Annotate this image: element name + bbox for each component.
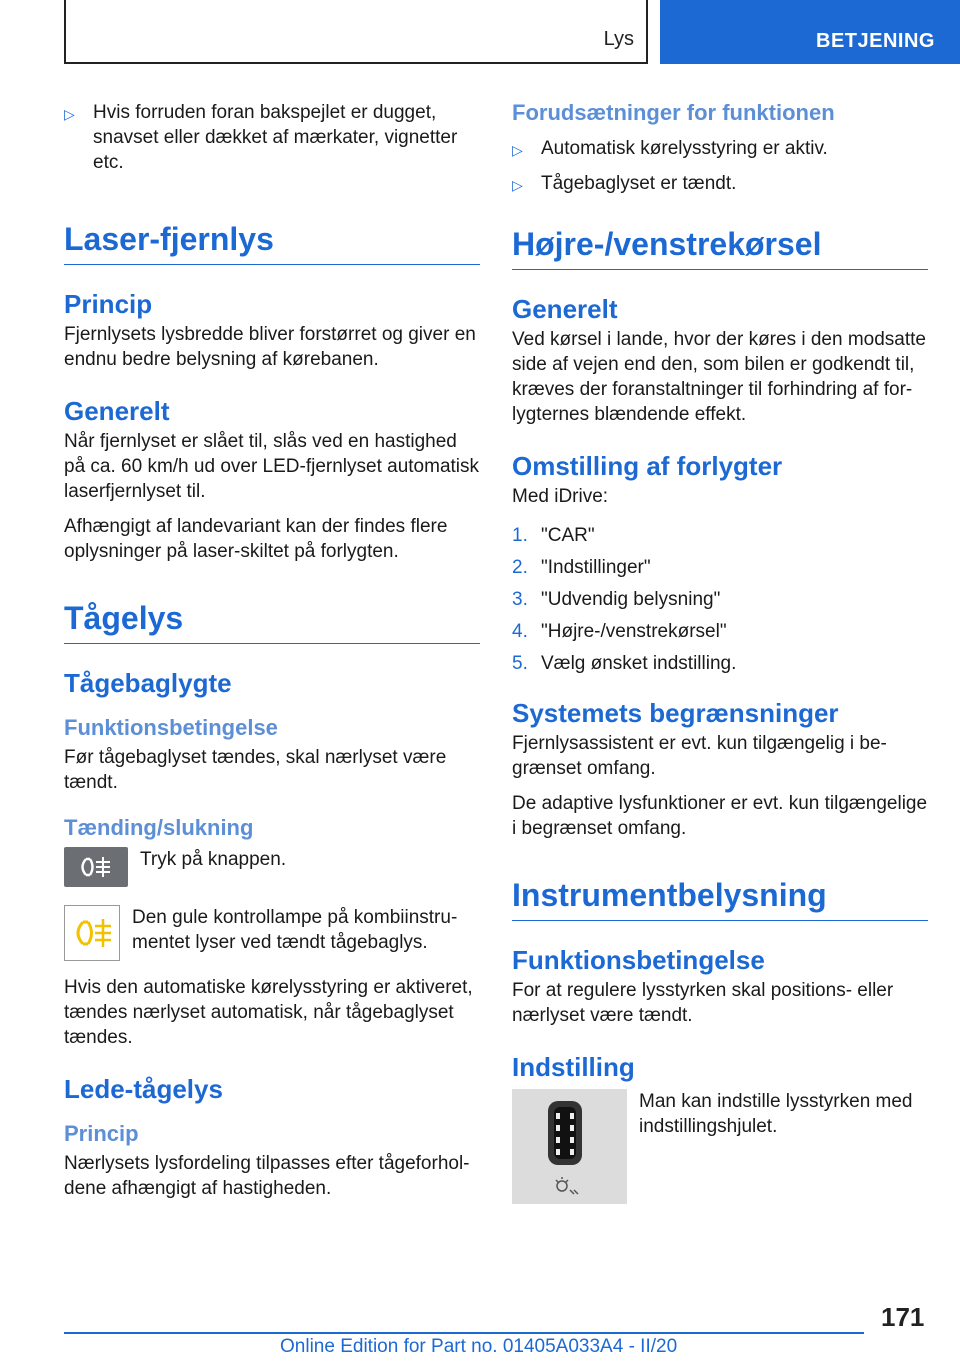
systemets-heading: Systemets begrænsninger	[512, 698, 839, 728]
triangle-bullet-icon: ▷	[64, 106, 75, 122]
systemets-text-2: De adaptive lysfunktioner er evt. kun tilgængelige i begrænset omfang.	[512, 793, 928, 839]
indstilling-heading: Indstilling	[512, 1052, 635, 1082]
auto-text: Hvis den automatiske kørelysstyring er aktiveret, tændes nærlyset automatisk, når tågebaglyset tændes.	[64, 977, 473, 1048]
footer-divider	[64, 1332, 864, 1334]
laser-heading: Laser-fjernlys	[64, 221, 480, 265]
funktion-heading: Funktionsbetingelse	[64, 715, 278, 740]
generelt-text-2: Afhængigt af landevariant kan der findes flere oplysninger på laser-skiltet på forlygten.	[64, 516, 448, 562]
list-item: ▷ Automatisk kørelysstyring er aktiv.	[512, 136, 928, 163]
fog-lamp-row	[64, 905, 480, 961]
omstilling-heading: Omstilling af forlygter	[512, 451, 783, 481]
generelt-heading: Generelt	[512, 294, 618, 324]
generelt-heading: Generelt	[64, 396, 170, 426]
taending-heading: Tænding/slukning	[64, 815, 254, 840]
list-item: 2. "Indstillinger"	[512, 557, 651, 578]
funktion-heading: Funktionsbetingelse	[512, 945, 765, 975]
lede-heading: Lede-tågelys	[64, 1074, 223, 1104]
footer-edition: Online Edition for Part no. 01405A033A4 - II/20	[280, 1336, 678, 1357]
systemets-text-1: Fjernlysassistent er evt. kun tilgængelig i be-grænset omfang.	[512, 733, 887, 779]
fog-button-row	[64, 847, 480, 887]
forud-heading: Forudsætninger for funktionen	[512, 100, 835, 125]
header-frame	[64, 0, 648, 64]
brightness-wheel-icon	[512, 1089, 627, 1204]
dial-row	[512, 1089, 928, 1204]
rear-fog-light-button-icon[interactable]	[64, 847, 128, 887]
list-item: 3. "Udvendig belysning"	[512, 589, 721, 610]
generelt-text-1: Når fjernlyset er slået til, slås ved en hastighed på ca. 60 km/h ud over LED-fjernlyset automatisk laserfjernlyset til.	[64, 431, 480, 502]
lede-princip-heading: Princip	[64, 1121, 139, 1146]
tagebaglygte-heading: Tågebaglygte	[64, 668, 232, 698]
tryk-text: Tryk på knappen.	[140, 849, 287, 870]
triangle-bullet-icon: ▷	[512, 142, 523, 158]
indstilling-text: Man kan indstille lysstyrken med indstillingshjulet.	[639, 1091, 913, 1137]
lede-text: Nærlysets lysfordeling tilpasses efter tågeforhol-dene afhængigt af hastigheden.	[64, 1153, 470, 1199]
list-item: 5. Vælg ønsket indstilling.	[512, 653, 737, 674]
princip-heading: Princip	[64, 289, 153, 319]
header-section: Lys	[603, 28, 634, 50]
rear-fog-indicator-icon	[64, 905, 120, 961]
instrument-heading: Instrumentbelysning	[512, 877, 928, 921]
page-number: 171	[881, 1302, 925, 1332]
idrive-text: Med iDrive:	[512, 486, 609, 507]
funktion-text: Før tågebaglyset tændes, skal nærlyset være tændt.	[64, 747, 447, 793]
header-chapter-tab	[660, 0, 960, 64]
right-column	[512, 100, 928, 1218]
generelt-text: Ved kørsel i lande, hvor der køres i den modsatte side af vejen end den, som bilen er godkendt til, kræves der foranstaltninger til forhindring af for-lygternes blændende effekt.	[512, 329, 926, 425]
hojre-heading: Højre-/venstrekørsel	[512, 226, 928, 270]
funktion-text: For at regulere lysstyrken skal positions- eller nærlyset være tændt.	[512, 980, 894, 1026]
left-column	[64, 100, 480, 1211]
tagelys-heading: Tågelys	[64, 600, 480, 644]
triangle-bullet-icon: ▷	[512, 177, 523, 193]
list-item: ▷ Tågebaglyset er tændt.	[512, 171, 928, 198]
list-item: 1. "CAR"	[512, 525, 595, 546]
princip-text: Fjernlysets lysbredde bliver forstørret og giver en endnu bedre belysning af kørebanen.	[64, 324, 476, 370]
list-item: 4. "Højre-/venstrekørsel"	[512, 621, 727, 642]
list-item: ▷ Hvis forruden foran bakspejlet er dugget, snavset eller dækket af mærkater, vignetter etc.	[64, 102, 458, 173]
header-chapter: BETJENING	[816, 30, 935, 52]
lamp-text: Den gule kontrollampe på kombiinstru-mentet lyser ved tændt tågebaglys.	[132, 907, 458, 953]
